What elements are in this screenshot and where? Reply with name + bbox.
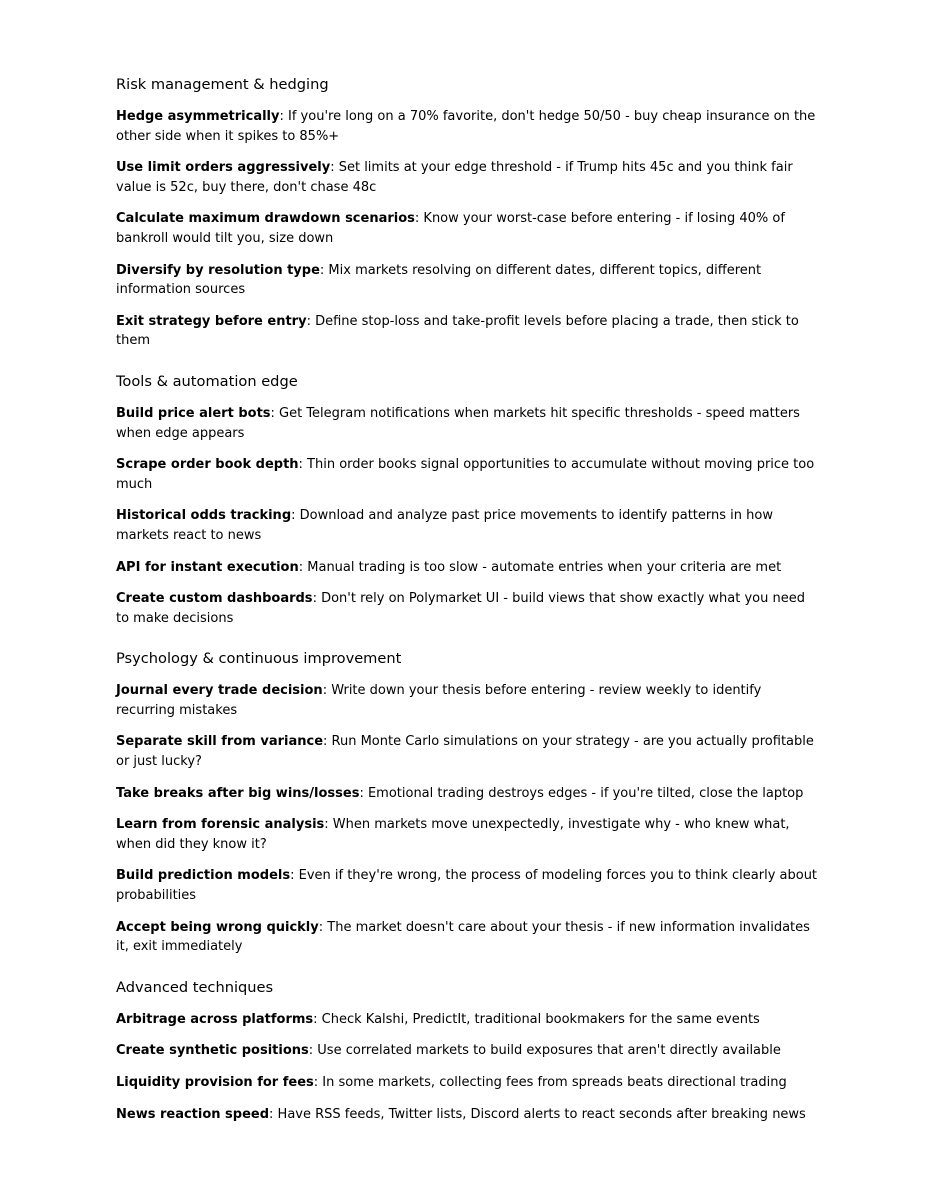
list-item [116,312,822,351]
item-term: Accept being wrong quickly [116,919,319,935]
section-risk-management [116,75,822,351]
item-text: : When markets move unexpectedly, investigate why - who knew what, when did they know it? [116,817,790,852]
item-term: Create synthetic positions [116,1043,309,1059]
section-title: Tools & automation edge [116,372,298,390]
item-term: Learn from forensic analysis [116,817,325,833]
item-term: Scrape order book depth [116,457,299,473]
item-text: : Even if they're wrong, the process of modeling forces you to think clearly about probabilities [116,868,818,904]
item-term: Separate skill from variance [116,734,324,750]
list-item [116,506,822,545]
list-item [116,404,822,443]
section-title: Advanced techniques [116,978,274,996]
item-text: : Thin order books signal opportunities to accumulate without moving price too much [116,457,815,492]
item-term: Build price alert bots [116,405,271,421]
item-text: : Don't rely on Polymarket UI - build views that show exactly what you need to make decisions [116,591,805,626]
list-item [116,589,822,628]
item-term: Build prediction models [116,868,291,884]
list-item [116,918,822,957]
item-text: : Run Monte Carlo simulations on your strategy - are you actually profitable or just lucky? [116,734,814,770]
list-item [116,209,822,248]
item-term: Arbitrage across platforms [116,1011,314,1027]
list-item [116,732,822,771]
list-item [116,107,822,146]
item-term: API for instant execution [116,559,299,575]
list-item [116,815,822,854]
item-term: Create custom dashboards [116,591,313,607]
item-text: : Get Telegram notifications when markets hit specific thresholds - speed matters when edge appears [116,405,800,441]
item-text: : Write down your thesis before entering - review weekly to identify recurring mistakes [116,683,762,718]
item-term: News reaction speed [116,1106,270,1122]
item-term: Exit strategy before entry [116,313,307,329]
section-tools-automation [116,372,822,628]
list-item [116,866,822,905]
list-item [116,1073,822,1093]
item-term: Calculate maximum drawdown scenarios [116,211,415,227]
item-term: Take breaks after big wins/losses [116,785,360,801]
item-text: : Know your worst-case before entering - if losing 40% of bankroll would tilt you, size down [116,211,785,246]
list-item [116,1041,822,1061]
list-item [116,261,822,300]
item-text: : Emotional trading destroys edges - if you're tilted, close the laptop [359,785,804,801]
list-item [116,1010,822,1030]
list-item [116,1105,822,1125]
item-term: Historical odds tracking [116,508,292,524]
list-item [116,558,822,578]
item-text: : Set limits at your edge threshold - if Trump hits 45c and you think fair value is 52c, buy there, don't chase 48c [116,160,793,195]
section-advanced-techniques [116,978,822,1124]
item-term: Liquidity provision for fees [116,1075,314,1090]
item-text: : The market doesn't care about your thesis - if new information invalidates it, exit immediately [116,919,810,955]
item-text: : Check Kalshi, PredictIt, traditional bookmakers for the same events [313,1011,760,1027]
item-text: : Define stop-loss and take-profit levels before placing a trade, then stick to them [116,313,799,349]
item-text: : Use correlated markets to build exposures that aren't directly available [308,1043,781,1059]
section-title: Risk management & hedging [116,76,329,93]
list-item [116,455,822,494]
item-term: Use limit orders aggressively [116,160,331,176]
item-text: : Mix markets resolving on different dates, different topics, different information sources [116,262,762,298]
item-text: : Download and analyze past price movements to identify patterns in how markets react to news [116,508,773,543]
item-term: Hedge asymmetrically [116,109,280,124]
item-term: Diversify by resolution type [116,262,320,278]
section-title: Psychology & continuous improvement [116,650,402,668]
list-item [116,681,822,720]
item-text: : If you're long on a 70% favorite, don't hedge 50/50 - buy cheap insurance on the other side when it spikes to 85%+ [116,109,816,144]
item-text: : Manual trading is too slow - automate entries when your criteria are met [298,559,782,575]
item-term: Journal every trade decision [116,683,323,699]
list-item [116,784,822,804]
item-text: : In some markets, collecting fees from spreads beats directional trading [313,1075,787,1090]
section-psychology [116,649,822,957]
list-item [116,158,822,197]
item-text: : Have RSS feeds, Twitter lists, Discord alerts to react seconds after breaking news [269,1106,806,1122]
